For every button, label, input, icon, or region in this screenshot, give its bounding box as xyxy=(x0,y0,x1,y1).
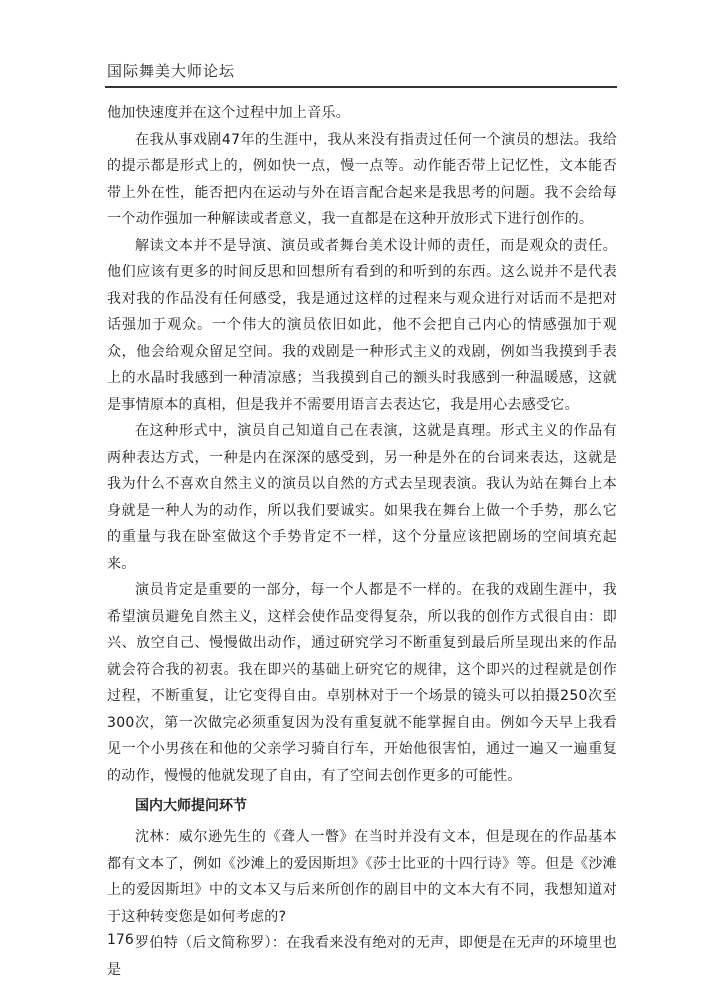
paragraph: 演员肯定是重要的一部分，每一个人都是不一样的。在我的戏剧生涯中，我希望演员避免自然主义，这样会使作品变得复杂，所以我的创作方式很自由：即兴、放空自己、慢慢做出动作，通过研究学习不断重复到最后所呈现出来的作品就会符合我的初衷。我在即兴的基础上研究它的规律，这个即兴的过程就是创作过程，不断重复，让它变得自由。卓别林对于一个场景的镜头可以拍摄250次至300次，第一次做完必须重复因为没有重复就不能掌握自由。例如今天早上我看见一个小男孩在和他的父亲学习骑自行车，开始他很害怕，通过一遍又一遍重复的动作，慢慢的他就发现了自由，有了空间去创作更多的可能性。 xyxy=(107,582,617,784)
paragraph-continuation: 他加快速度并在这个过程中加上音乐。 xyxy=(107,105,351,121)
paragraph: 解读文本并不是导演、演员或者舞台美术设计师的责任，而是观众的责任。他们应该有更多的时间反思和回想所有看到的和听到的东西。这么说并不是代表我对我的作品没有任何感受，我是通过这样的过程来与观众进行对话而不是把对话强加于观众。一个伟大的演员依旧如此，他不会把自己内心的情感强加于观众，他会给观众留足空间。我的戏剧是一种形式主义的戏剧，例如当我摸到手表上的水晶时我感到一种清凉感；当我摸到自己的额头时我感到一种温暖感，这就是事情原本的真相，但是我并不需要用语言去表达它，我是用心去感受它。 xyxy=(107,237,617,413)
header-rule xyxy=(105,86,617,88)
qa-paragraph: 沈林：威尔逊先生的《聋人一瞥》在当时并没有文本，但是现在的作品基本都有文本了，例如《沙滩上的爱因斯坦》《莎士比亚的十四行诗》等。但是《沙滩上的爱因斯坦》中的文本又与后来所创作的剧目中的文本大有不同，我想知道对于这种转变您是如何考虑的? xyxy=(107,829,617,925)
paragraph: 在这种形式中，演员自己知道自己在表演，这就是真理。形式主义的作品有两种表达方式，一种是内在深深的感受到，另一种是外在的台词来表达，这就是我为什么不喜欢自然主义的演员以自然的方式去呈现表演。我认为站在舞台上本身就是一种人为的动作，所以我们要诚实。如果我在舞台上做一个手势，那么它的重量与我在卧室做这个手势肯定不一样，这个分量应该把剧场的空间填充起来。 xyxy=(107,423,617,572)
page-body xyxy=(107,100,617,983)
qa-paragraph: 罗伯特（后文简称罗）：在我看来没有绝对的无声，即便是在无声的环境里也是 xyxy=(107,935,617,978)
header-title: 国际舞美大师论坛 xyxy=(107,62,236,80)
section-heading: 国内大师提问环节 xyxy=(135,798,247,814)
page-number: 176 xyxy=(107,932,134,948)
paragraph: 在我从事戏剧47年的生涯中，我从来没有指责过任何一个演员的想法。我给的提示都是形式上的，例如快一点，慢一点等。动作能否带上记忆性，文本能否带上外在性，能否把内在运动与外在语言配合起来是我思考的问题。我不会给每一个动作强加一种解读或者意义，我一直都是在这种开放形式下进行创作的。 xyxy=(107,131,617,227)
